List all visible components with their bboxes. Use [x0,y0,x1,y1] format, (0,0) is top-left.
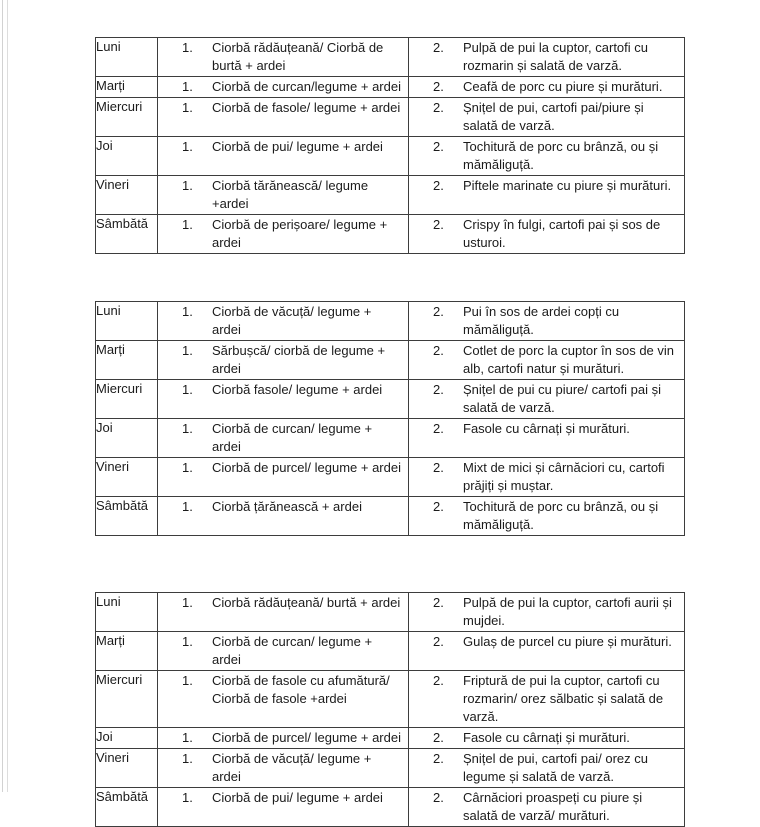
second-course-cell [409,788,685,827]
first-course-text: Ciorbă fasole/ legume + ardei [212,382,383,397]
second-course-text: Șnițel de pui, cartofi pai/piure și salată de varză. [463,100,644,133]
second-course-text: Tochitură de porc cu brânză, ou și mămăliguță. [463,499,659,532]
second-course-text: Pulpă de pui la cuptor, cartofi cu rozmarin și salată de varză. [463,40,649,73]
day-cell: Sâmbătă [96,788,158,827]
first-course-number: 1. [182,421,193,436]
first-course-cell [158,137,409,176]
second-course-text: Tochitură de porc cu brânză, ou și mămăliguță. [463,139,659,172]
day-cell: Marți [96,632,158,671]
second-course-number: 2. [433,139,444,154]
second-course-number: 2. [433,751,444,766]
day-cell: Joi [96,137,158,176]
first-course-text: Ciorbă de fasole/ legume + ardei [212,100,401,115]
second-course-number: 2. [433,421,444,436]
weekly-menu-2-table [95,301,685,536]
weekly-menu-1-row-4 [96,137,685,176]
second-course-cell [409,215,685,254]
first-course-number: 1. [182,40,193,55]
day-cell: Vineri [96,458,158,497]
second-course-number: 2. [433,790,444,805]
second-course-number: 2. [433,100,444,115]
second-course-cell [409,632,685,671]
menu-tables-container [95,37,684,827]
first-course-cell [158,77,409,98]
weekly-menu-3-row-6 [96,788,685,827]
weekly-menu-1-row-3 [96,98,685,137]
second-course-cell [409,341,685,380]
page-edge-line [2,0,8,792]
second-course-cell [409,458,685,497]
second-course-text: Fasole cu cârnați și murături. [463,421,630,436]
second-course-cell [409,593,685,632]
second-course-text: Șnițel de pui, cartofi pai/ orez cu legume și salată de varză. [463,751,648,784]
second-course-number: 2. [433,343,444,358]
weekly-menu-1-row-6 [96,215,685,254]
first-course-text: Ciorbă de curcan/ legume + ardei [212,421,373,454]
second-course-number: 2. [433,382,444,397]
first-course-cell [158,419,409,458]
second-course-number: 2. [433,304,444,319]
weekly-menu-2-row-5 [96,458,685,497]
weekly-menu-1-row-5 [96,176,685,215]
second-course-cell [409,38,685,77]
first-course-text: Ciorbă de perișoare/ legume + ardei [212,217,388,250]
weekly-menu-1-row-1 [96,38,685,77]
second-course-text: Pulpă de pui la cuptor, cartofi aurii și mujdei. [463,595,672,628]
first-course-cell [158,302,409,341]
second-course-text: Ceafă de porc cu piure și murături. [463,79,663,94]
second-course-cell [409,77,685,98]
first-course-text: Ciorbă de pui/ legume + ardei [212,139,383,154]
first-course-cell [158,38,409,77]
first-course-number: 1. [182,499,193,514]
first-course-cell [158,497,409,536]
weekly-menu-3-row-5 [96,749,685,788]
day-cell: Vineri [96,749,158,788]
second-course-number: 2. [433,499,444,514]
first-course-text: Ciorbă de văcuță/ legume + ardei [212,304,372,337]
second-course-cell [409,497,685,536]
first-course-text: Ciorbă de curcan/legume + ardei [212,79,401,94]
second-course-cell [409,380,685,419]
first-course-number: 1. [182,79,193,94]
first-course-cell [158,380,409,419]
second-course-number: 2. [433,79,444,94]
first-course-number: 1. [182,139,193,154]
day-cell: Miercuri [96,380,158,419]
weekly-menu-2-row-4 [96,419,685,458]
day-cell: Marți [96,341,158,380]
first-course-cell [158,176,409,215]
second-course-text: Mixt de mici și cârnăciori cu, cartofi prăjiți și muștar. [463,460,665,493]
second-course-text: Friptură de pui la cuptor, cartofi cu rozmarin/ orez sălbatic și salată de varză. [463,673,664,724]
day-cell: Sâmbătă [96,497,158,536]
first-course-cell [158,671,409,728]
second-course-text: Fasole cu cârnați și murături. [463,730,630,745]
weekly-menu-3-row-3 [96,671,685,728]
first-course-number: 1. [182,382,193,397]
second-course-text: Piftele marinate cu piure și murături. [463,178,672,193]
second-course-text: Șnițel de pui cu piure/ cartofi pai și salată de varză. [463,382,661,415]
second-course-number: 2. [433,634,444,649]
second-course-number: 2. [433,217,444,232]
first-course-number: 1. [182,217,193,232]
first-course-cell [158,215,409,254]
second-course-number: 2. [433,40,444,55]
first-course-cell [158,749,409,788]
second-course-cell [409,302,685,341]
second-course-cell [409,176,685,215]
first-course-text: Sărbușcă/ ciorbă de legume + ardei [212,343,386,376]
first-course-text: Ciorbă de fasole cu afumătură/ Ciorbă de fasole +ardei [212,673,390,706]
first-course-text: Ciorbă țărănească + ardei [212,499,362,514]
day-cell: Luni [96,593,158,632]
weekly-menu-2-row-3 [96,380,685,419]
second-course-cell [409,671,685,728]
day-cell: Marți [96,77,158,98]
second-course-number: 2. [433,178,444,193]
first-course-number: 1. [182,634,193,649]
weekly-menu-3-row-1 [96,593,685,632]
second-course-number: 2. [433,460,444,475]
first-course-cell [158,341,409,380]
first-course-text: Ciorbă rădăuțeană/ burtă + ardei [212,595,401,610]
first-course-number: 1. [182,595,193,610]
first-course-text: Ciorbă rădăuțeană/ Ciorbă de burtă + ardei [212,40,384,73]
day-cell: Joi [96,728,158,749]
first-course-number: 1. [182,304,193,319]
second-course-text: Crispy în fulgi, cartofi pai și sos de usturoi. [463,217,661,250]
weekly-menu-1-table [95,37,685,254]
weekly-menu-2-row-2 [96,341,685,380]
first-course-number: 1. [182,790,193,805]
first-course-number: 1. [182,178,193,193]
first-course-text: Ciorbă de purcel/ legume + ardei [212,730,401,745]
first-course-text: Ciorbă de văcuță/ legume + ardei [212,751,372,784]
first-course-number: 1. [182,343,193,358]
first-course-cell [158,98,409,137]
weekly-menu-3-row-2 [96,632,685,671]
first-course-cell [158,788,409,827]
first-course-cell [158,458,409,497]
first-course-cell [158,632,409,671]
second-course-number: 2. [433,673,444,688]
second-course-cell [409,137,685,176]
weekly-menu-2-row-1 [96,302,685,341]
first-course-number: 1. [182,730,193,745]
first-course-cell [158,728,409,749]
first-course-number: 1. [182,100,193,115]
second-course-cell [409,749,685,788]
second-course-text: Gulaș de purcel cu piure și murături. [463,634,672,649]
day-cell: Vineri [96,176,158,215]
weekly-menu-3-row-4 [96,728,685,749]
first-course-text: Ciorbă tărănească/ legume +ardei [212,178,369,211]
day-cell: Joi [96,419,158,458]
second-course-number: 2. [433,730,444,745]
day-cell: Miercuri [96,98,158,137]
weekly-menu-1-row-2 [96,77,685,98]
first-course-cell [158,593,409,632]
second-course-cell [409,419,685,458]
first-course-text: Ciorbă de purcel/ legume + ardei [212,460,401,475]
second-course-text: Cotlet de porc la cuptor în sos de vin alb, cartofi natur și murături. [463,343,675,376]
second-course-number: 2. [433,595,444,610]
first-course-text: Ciorbă de pui/ legume + ardei [212,790,383,805]
second-course-text: Cârnăciori proaspeți cu piure și salată de varză/ murături. [463,790,643,823]
first-course-number: 1. [182,460,193,475]
day-cell: Luni [96,38,158,77]
second-course-cell [409,98,685,137]
second-course-text: Pui în sos de ardei copți cu mămăliguță. [463,304,620,337]
first-course-text: Ciorbă de curcan/ legume + ardei [212,634,373,667]
weekly-menu-2-row-6 [96,497,685,536]
day-cell: Miercuri [96,671,158,728]
day-cell: Sâmbătă [96,215,158,254]
second-course-cell [409,728,685,749]
day-cell: Luni [96,302,158,341]
first-course-number: 1. [182,673,193,688]
first-course-number: 1. [182,751,193,766]
